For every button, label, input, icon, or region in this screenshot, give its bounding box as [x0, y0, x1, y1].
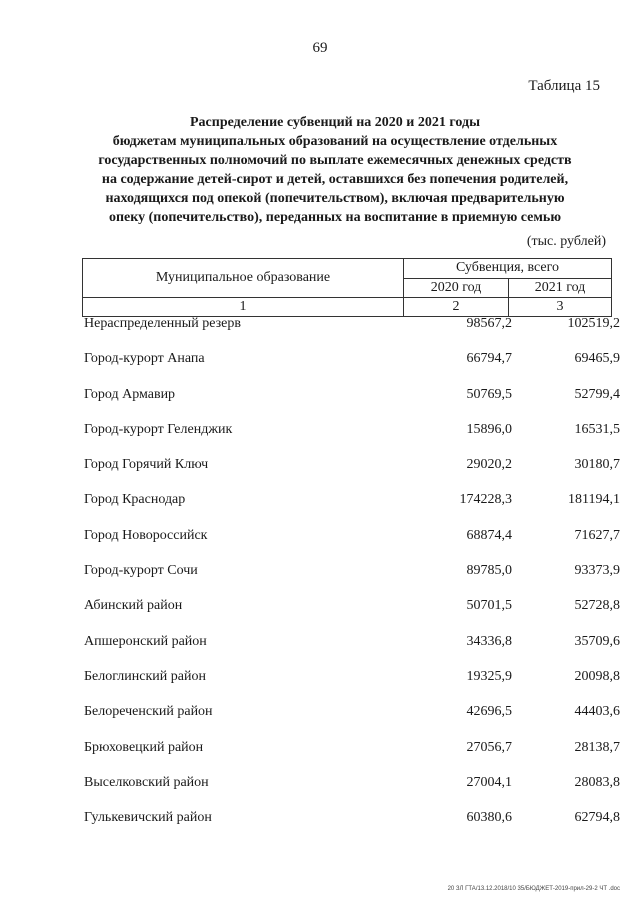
page-number: 69 [312, 40, 328, 56]
municipality-name: Выселковский район [84, 774, 209, 790]
header-col-number: 3 [509, 298, 612, 317]
value-2020: 50769,5 [466, 386, 512, 402]
value-2020: 66794,7 [466, 351, 512, 367]
value-2020: 68874,4 [466, 527, 512, 543]
value-2020: 42696,5 [466, 704, 512, 720]
municipality-name: Город-курорт Геленджик [84, 421, 233, 437]
value-2021: 62794,8 [574, 810, 620, 826]
title-line: на содержание детей-сирот и детей, оставшихся без попечения родителей, [101, 172, 569, 187]
title-line: государственных полномочий по выплате ежемесячных денежных средств [98, 153, 572, 168]
value-2020: 98567,2 [466, 316, 512, 331]
value-2020: 19325,9 [466, 668, 512, 684]
table-row [82, 457, 620, 492]
value-2020: 50701,5 [466, 598, 512, 614]
value-2021: 35709,6 [574, 633, 620, 649]
title-line: находящихся под опекой (попечительством), включая предварительную [105, 191, 565, 206]
document-title [70, 113, 600, 227]
value-2020: 27004,1 [466, 774, 512, 790]
table-row [82, 668, 620, 704]
header-col-number: 2 [404, 298, 509, 317]
title-line: бюджетам муниципальных образований на осуществление отдельных [112, 134, 558, 149]
value-2021: 28083,8 [574, 774, 620, 790]
table-row [82, 563, 620, 598]
value-2021: 20098,8 [574, 668, 620, 684]
table-row [82, 810, 620, 845]
value-2021: 52799,4 [574, 386, 620, 402]
value-2021: 93373,9 [574, 563, 620, 579]
table-row [82, 386, 620, 422]
table-row [82, 316, 620, 351]
table-row [82, 351, 620, 386]
municipality-name: Город Краснодар [84, 492, 186, 508]
file-path-footer: 20 ЗЛ ГТА/13.12.2018/10 35/БЮДЖЕТ-2019-прил-29-2 ЧТ .doc [447, 886, 620, 892]
title-line: Распределение субвенций на 2020 и 2021 годы [190, 115, 480, 130]
value-2021: 30180,7 [574, 457, 620, 473]
table-header [82, 258, 612, 317]
table-row [82, 527, 620, 563]
value-2020: 89785,0 [466, 563, 512, 579]
municipality-name: Город-курорт Анапа [84, 351, 205, 367]
table-row [82, 774, 620, 810]
value-2021: 52728,8 [574, 598, 620, 614]
table-body [82, 316, 620, 845]
table-row [82, 598, 620, 633]
municipality-name: Город-курорт Сочи [84, 563, 198, 579]
table-row [82, 704, 620, 739]
value-2020: 29020,2 [466, 457, 512, 473]
header-year-2020: 2020 год [404, 278, 509, 298]
municipality-name: Город Горячий Ключ [84, 457, 209, 473]
units-label: (тыс. рублей) [526, 234, 606, 249]
value-2020: 60380,6 [466, 810, 512, 826]
value-2021: 16531,5 [574, 421, 620, 437]
value-2021: 69465,9 [574, 351, 620, 367]
municipality-name: Белоглинский район [84, 668, 206, 684]
header-col-number: 1 [83, 298, 404, 317]
value-2020: 174228,3 [459, 492, 512, 508]
table-row [82, 421, 620, 457]
value-2021: 71627,7 [574, 527, 620, 543]
municipality-name: Брюховецкий район [84, 739, 204, 755]
municipality-name: Апшеронский район [84, 633, 207, 649]
municipality-name: Белореченский район [84, 704, 213, 720]
header-municipality: Муниципальное образование [83, 259, 404, 298]
table-label: Таблица 15 [528, 78, 600, 94]
title-line: опеку (попечительство), переданных на воспитание в приемную семью [108, 210, 562, 225]
value-2021: 102519,2 [567, 316, 620, 331]
municipality-name: Нераспределенный резерв [84, 316, 241, 331]
municipality-name: Гулькевичский район [84, 810, 212, 826]
municipality-name: Город Армавир [84, 386, 176, 402]
value-2020: 27056,7 [466, 739, 512, 755]
value-2020: 15896,0 [466, 421, 512, 437]
value-2020: 34336,8 [466, 633, 512, 649]
value-2021: 44403,6 [574, 704, 620, 720]
value-2021: 181194,1 [568, 492, 620, 508]
municipality-name: Город Новороссийск [84, 527, 208, 543]
table-row [82, 633, 620, 669]
table-row [82, 739, 620, 775]
municipality-name: Абинский район [84, 598, 183, 614]
header-year-2021: 2021 год [509, 278, 612, 298]
value-2021: 28138,7 [574, 739, 620, 755]
header-subvention-total: Субвенция, всего [404, 259, 612, 279]
table-row [82, 492, 620, 527]
